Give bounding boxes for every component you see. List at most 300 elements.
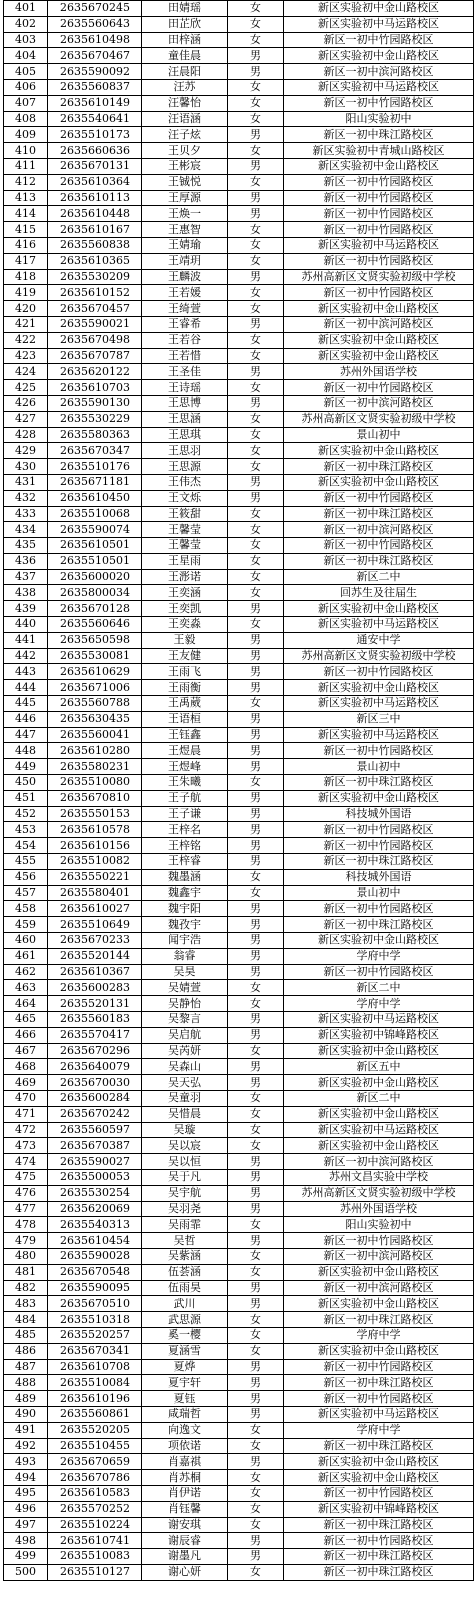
table-row: [4, 64, 474, 80]
student-name: 田芷欣: [142, 16, 228, 32]
row-number: 426: [4, 395, 48, 411]
candidate-id: 2635530081: [48, 648, 142, 664]
student-name: 王思博: [142, 395, 228, 411]
table-row: [4, 222, 474, 238]
gender: 女: [228, 869, 284, 885]
row-number: 491: [4, 1422, 48, 1438]
row-number: 466: [4, 1027, 48, 1043]
table-row: [4, 933, 474, 949]
row-number: 465: [4, 1012, 48, 1028]
school-name: 新区五中: [284, 1059, 474, 1075]
school-name: 新区实验初中马运路校区: [284, 237, 474, 253]
student-name: 吴璇: [142, 1122, 228, 1138]
gender: 男: [228, 1533, 284, 1549]
table-row: [4, 1564, 474, 1580]
row-number: 479: [4, 1233, 48, 1249]
candidate-id: 2635610501: [48, 538, 142, 554]
table-row: [4, 1233, 474, 1249]
table-row: [4, 617, 474, 633]
candidate-id: 2635520205: [48, 1422, 142, 1438]
candidate-id: 2635590027: [48, 1154, 142, 1170]
school-name: 新区实验初中金山路校区: [284, 1043, 474, 1059]
row-number: 453: [4, 822, 48, 838]
student-name: 肖钰馨: [142, 1501, 228, 1517]
table-row: [4, 1549, 474, 1565]
table-row: [4, 48, 474, 64]
school-name: 新区一初中竹园路校区: [284, 174, 474, 190]
student-name: 魏孜宇: [142, 917, 228, 933]
gender: 女: [228, 1264, 284, 1280]
table-row: [4, 380, 474, 396]
student-name: 田梓涵: [142, 32, 228, 48]
row-number: 450: [4, 775, 48, 791]
school-name: 苏州高新区文贤实验初级中学校: [284, 648, 474, 664]
school-name: 苏州文昌实验中学校: [284, 1169, 474, 1185]
gender: 女: [228, 79, 284, 95]
student-name: 吴天弘: [142, 1075, 228, 1091]
candidate-id: 2635510176: [48, 459, 142, 475]
gender: 女: [228, 95, 284, 111]
school-name: 新区三中: [284, 711, 474, 727]
table-row: [4, 806, 474, 822]
candidate-id: 2635670387: [48, 1138, 142, 1154]
candidate-id: 2635670510: [48, 1296, 142, 1312]
table-row: [4, 158, 474, 174]
school-name: 新区一初中珠江路校区: [284, 506, 474, 522]
row-number: 408: [4, 111, 48, 127]
table-row: [4, 1090, 474, 1106]
gender: 男: [228, 1059, 284, 1075]
gender: 男: [228, 743, 284, 759]
student-name: 王朱曦: [142, 775, 228, 791]
school-name: 新区实验初中马运路校区: [284, 617, 474, 633]
student-name: 闻宇浩: [142, 933, 228, 949]
school-name: 景山初中: [284, 885, 474, 901]
school-name: 景山初中: [284, 427, 474, 443]
row-number: 489: [4, 1391, 48, 1407]
student-name: 王若惜: [142, 348, 228, 364]
table-row: [4, 869, 474, 885]
gender: 男: [228, 648, 284, 664]
student-name: 王梓名: [142, 822, 228, 838]
school-name: 阳山实验初中: [284, 1217, 474, 1233]
candidate-id: 2635670131: [48, 158, 142, 174]
school-name: 新区一初中滨河路校区: [284, 1154, 474, 1170]
table-row: [4, 1438, 474, 1454]
row-number: 481: [4, 1264, 48, 1280]
row-number: 438: [4, 585, 48, 601]
row-number: 473: [4, 1138, 48, 1154]
candidate-id: 2635610149: [48, 95, 142, 111]
student-name: 童佳晨: [142, 48, 228, 64]
gender: 女: [228, 253, 284, 269]
table-row: [4, 1454, 474, 1470]
student-name: 王友健: [142, 648, 228, 664]
student-name: 汪苏: [142, 79, 228, 95]
gender: 男: [228, 1027, 284, 1043]
candidate-id: 2635600020: [48, 569, 142, 585]
candidate-id: 2635550221: [48, 869, 142, 885]
gender: 男: [228, 1201, 284, 1217]
student-name: 王思源: [142, 459, 228, 475]
table-row: [4, 1312, 474, 1328]
school-name: 新区实验初中金山路校区: [284, 1106, 474, 1122]
school-name: 新区实验初中金山路校区: [284, 474, 474, 490]
student-name: 吴羽尧: [142, 1201, 228, 1217]
gender: 女: [228, 285, 284, 301]
student-name: 王梓睿: [142, 854, 228, 870]
student-name: 王钰鑫: [142, 727, 228, 743]
row-number: 495: [4, 1485, 48, 1501]
table-row: [4, 522, 474, 538]
table-row: [4, 711, 474, 727]
candidate-id: 2635560646: [48, 617, 142, 633]
candidate-id: 2635800034: [48, 585, 142, 601]
candidate-id: 2635610152: [48, 285, 142, 301]
row-number: 412: [4, 174, 48, 190]
table-row: [4, 111, 474, 127]
gender: 女: [228, 348, 284, 364]
gender: 男: [228, 1549, 284, 1565]
student-name: 王筱甜: [142, 506, 228, 522]
student-name: 王惠智: [142, 222, 228, 238]
school-name: 新区实验初中金山路校区: [284, 48, 474, 64]
student-name: 王煜峰: [142, 759, 228, 775]
row-number: 406: [4, 79, 48, 95]
school-name: 新区一初中竹园路校区: [284, 838, 474, 854]
table-row: [4, 680, 474, 696]
student-name: 吴黎言: [142, 1012, 228, 1028]
row-number: 429: [4, 443, 48, 459]
table-row: [4, 1122, 474, 1138]
school-name: 新区一初中珠江路校区: [284, 553, 474, 569]
gender: 男: [228, 711, 284, 727]
school-name: 新区一初中竹园路校区: [284, 822, 474, 838]
gender: 男: [228, 933, 284, 949]
student-name: 伍荟涵: [142, 1264, 228, 1280]
school-name: 新区一初中竹园路校区: [284, 95, 474, 111]
table-row: [4, 1106, 474, 1122]
school-name: 新区一初中珠江路校区: [284, 1549, 474, 1565]
row-number: 464: [4, 996, 48, 1012]
row-number: 493: [4, 1454, 48, 1470]
school-name: 新区一初中竹园路校区: [284, 964, 474, 980]
gender: 男: [228, 680, 284, 696]
candidate-id: 2635610364: [48, 174, 142, 190]
school-name: 新区一初中竹园路校区: [284, 380, 474, 396]
candidate-id: 2635610629: [48, 664, 142, 680]
candidate-id: 2635510649: [48, 917, 142, 933]
candidate-id: 2635600283: [48, 980, 142, 996]
row-number: 441: [4, 632, 48, 648]
candidate-id: 2635560838: [48, 237, 142, 253]
candidate-id: 2635520131: [48, 996, 142, 1012]
row-number: 459: [4, 917, 48, 933]
school-name: 阳山实验初中: [284, 111, 474, 127]
student-name: 夏钰: [142, 1391, 228, 1407]
table-row: [4, 127, 474, 143]
row-number: 439: [4, 601, 48, 617]
school-name: 新区实验初中金山路校区: [284, 1296, 474, 1312]
row-number: 487: [4, 1359, 48, 1375]
school-name: 新区一初中竹园路校区: [284, 222, 474, 238]
candidate-id: 2635590028: [48, 1248, 142, 1264]
gender: 男: [228, 1233, 284, 1249]
candidate-id: 2635510127: [48, 1564, 142, 1580]
student-name: 王文烁: [142, 490, 228, 506]
table-row: [4, 632, 474, 648]
row-number: 483: [4, 1296, 48, 1312]
table-row: [4, 1248, 474, 1264]
candidate-id: 2635570252: [48, 1501, 142, 1517]
student-name: 王诗瑶: [142, 380, 228, 396]
row-number: 420: [4, 301, 48, 317]
candidate-id: 2635610703: [48, 380, 142, 396]
table-row: [4, 411, 474, 427]
gender: 男: [228, 806, 284, 822]
candidate-id: 2635610498: [48, 32, 142, 48]
gender: 男: [228, 127, 284, 143]
candidate-id: 2635580231: [48, 759, 142, 775]
gender: 男: [228, 917, 284, 933]
table-row: [4, 1391, 474, 1407]
candidate-id: 2635590074: [48, 522, 142, 538]
school-name: 新区实验初中金山路校区: [284, 790, 474, 806]
school-name: 新区实验初中金山路校区: [284, 1, 474, 17]
school-name: 新区一初中竹园路校区: [284, 1485, 474, 1501]
gender: 男: [228, 1359, 284, 1375]
candidate-id: 2635550153: [48, 806, 142, 822]
row-number: 476: [4, 1185, 48, 1201]
candidate-id: 2635610156: [48, 838, 142, 854]
school-name: 新区一初中滨河路校区: [284, 64, 474, 80]
table-row: [4, 1154, 474, 1170]
row-number: 460: [4, 933, 48, 949]
candidate-id: 2635670457: [48, 301, 142, 317]
row-number: 462: [4, 964, 48, 980]
student-name: 王雨衡: [142, 680, 228, 696]
table-row: [4, 16, 474, 32]
candidate-id: 2635510224: [48, 1517, 142, 1533]
candidate-id: 2635530254: [48, 1185, 142, 1201]
student-name: 王思羽: [142, 443, 228, 459]
gender: 男: [228, 854, 284, 870]
row-number: 477: [4, 1201, 48, 1217]
row-number: 475: [4, 1169, 48, 1185]
candidate-id: 2635670233: [48, 933, 142, 949]
row-number: 404: [4, 48, 48, 64]
row-number: 442: [4, 648, 48, 664]
gender: 男: [228, 1185, 284, 1201]
student-name: 肖嘉祺: [142, 1454, 228, 1470]
table-row: [4, 190, 474, 206]
student-name: 田婧瑶: [142, 1, 228, 17]
candidate-id: 2635670341: [48, 1343, 142, 1359]
student-name: 伍雨昊: [142, 1280, 228, 1296]
table-row: [4, 1296, 474, 1312]
gender: 男: [228, 1280, 284, 1296]
candidate-id: 2635610280: [48, 743, 142, 759]
gender: 女: [228, 1501, 284, 1517]
table-row: [4, 743, 474, 759]
student-name: 王浵诺: [142, 569, 228, 585]
table-row: [4, 1264, 474, 1280]
row-number: 407: [4, 95, 48, 111]
candidate-id: 2635670347: [48, 443, 142, 459]
student-name: 王煜晨: [142, 743, 228, 759]
row-number: 445: [4, 696, 48, 712]
row-number: 425: [4, 380, 48, 396]
candidate-id: 2635510173: [48, 127, 142, 143]
gender: 男: [228, 1075, 284, 1091]
table-row: [4, 996, 474, 1012]
row-number: 421: [4, 316, 48, 332]
student-name: 王焕一: [142, 206, 228, 222]
candidate-id: 2635610167: [48, 222, 142, 238]
student-name: 奚一樱: [142, 1327, 228, 1343]
table-row: [4, 822, 474, 838]
table-row: [4, 32, 474, 48]
gender: 男: [228, 901, 284, 917]
row-number: 422: [4, 332, 48, 348]
row-number: 416: [4, 237, 48, 253]
student-name: 王若谷: [142, 332, 228, 348]
gender: 男: [228, 632, 284, 648]
row-number: 440: [4, 617, 48, 633]
student-name: 王贝夕: [142, 143, 228, 159]
school-name: 新区一初中珠江路校区: [284, 775, 474, 791]
candidate-id: 2635600284: [48, 1090, 142, 1106]
gender: 女: [228, 885, 284, 901]
table-row: [4, 285, 474, 301]
row-number: 401: [4, 1, 48, 17]
school-name: 苏州外国语学校: [284, 364, 474, 380]
gender: 女: [228, 1343, 284, 1359]
gender: 男: [228, 474, 284, 490]
student-name: 夏涵雪: [142, 1343, 228, 1359]
candidate-id: 2635570417: [48, 1027, 142, 1043]
row-number: 433: [4, 506, 48, 522]
gender: 女: [228, 1122, 284, 1138]
school-name: 新区二中: [284, 1090, 474, 1106]
school-name: 新区一初中竹园路校区: [284, 490, 474, 506]
school-name: 新区实验初中金山路校区: [284, 1138, 474, 1154]
row-number: 403: [4, 32, 48, 48]
candidate-id: 2635560788: [48, 696, 142, 712]
table-row: [4, 1501, 474, 1517]
row-number: 437: [4, 569, 48, 585]
school-name: 新区一初中竹园路校区: [284, 1533, 474, 1549]
school-name: 新区一初中珠江路校区: [284, 127, 474, 143]
school-name: 新区一初中滨河路校区: [284, 1248, 474, 1264]
student-name: 王婧瑜: [142, 237, 228, 253]
student-name: 王思琪: [142, 427, 228, 443]
row-number: 417: [4, 253, 48, 269]
row-number: 419: [4, 285, 48, 301]
table-row: [4, 696, 474, 712]
gender: 女: [228, 1043, 284, 1059]
student-name: 汪馨怡: [142, 95, 228, 111]
student-name: 咸瑞哲: [142, 1406, 228, 1422]
candidate-id: 2635510068: [48, 506, 142, 522]
school-name: 新区一初中竹园路校区: [284, 285, 474, 301]
gender: 男: [228, 601, 284, 617]
school-name: 新区实验初中金山路校区: [284, 1454, 474, 1470]
table-row: [4, 1517, 474, 1533]
candidate-id: 2635670659: [48, 1454, 142, 1470]
school-name: 新区实验初中马运路校区: [284, 1122, 474, 1138]
candidate-id: 2635590130: [48, 395, 142, 411]
school-name: 新区实验初中金山路校区: [284, 680, 474, 696]
gender: 男: [228, 948, 284, 964]
school-name: 科技城外国语: [284, 806, 474, 822]
gender: 男: [228, 395, 284, 411]
student-name: 王睿希: [142, 316, 228, 332]
candidate-id: 2635670498: [48, 332, 142, 348]
gender: 女: [228, 696, 284, 712]
table-row: [4, 506, 474, 522]
table-row: [4, 1485, 474, 1501]
candidate-id: 2635610027: [48, 901, 142, 917]
student-name: 吴启航: [142, 1027, 228, 1043]
gender: 男: [228, 206, 284, 222]
gender: 女: [228, 222, 284, 238]
student-name: 夏烨: [142, 1359, 228, 1375]
school-name: 新区实验初中马运路校区: [284, 1012, 474, 1028]
gender: 女: [228, 1138, 284, 1154]
student-name: 谢心妍: [142, 1564, 228, 1580]
candidate-id: 2635610708: [48, 1359, 142, 1375]
row-number: 431: [4, 474, 48, 490]
table-row: [4, 790, 474, 806]
gender: 男: [228, 316, 284, 332]
row-number: 455: [4, 854, 48, 870]
table-row: [4, 143, 474, 159]
candidate-id: 2635560861: [48, 1406, 142, 1422]
row-number: 446: [4, 711, 48, 727]
gender: 男: [228, 1169, 284, 1185]
gender: 女: [228, 111, 284, 127]
candidate-id: 2635610741: [48, 1533, 142, 1549]
school-name: 苏州高新区文贤实验初级中学校: [284, 1185, 474, 1201]
candidate-id: 2635610367: [48, 964, 142, 980]
row-number: 472: [4, 1122, 48, 1138]
candidate-id: 2635670242: [48, 1106, 142, 1122]
candidate-id: 2635560597: [48, 1122, 142, 1138]
row-number: 428: [4, 427, 48, 443]
school-name: 新区一初中珠江路校区: [284, 917, 474, 933]
school-name: 新区一初中竹园路校区: [284, 1233, 474, 1249]
row-number: 500: [4, 1564, 48, 1580]
table-row: [4, 79, 474, 95]
school-name: 新区实验初中马运路校区: [284, 727, 474, 743]
student-name: 王奕涵: [142, 585, 228, 601]
student-name: 武川: [142, 1296, 228, 1312]
gender: 女: [228, 459, 284, 475]
row-number: 468: [4, 1059, 48, 1075]
school-name: 新区一初中滨河路校区: [284, 522, 474, 538]
student-name: 王铖悦: [142, 174, 228, 190]
gender: 女: [228, 380, 284, 396]
student-name: 王子谦: [142, 806, 228, 822]
gender: 男: [228, 190, 284, 206]
school-name: 新区实验初中金山路校区: [284, 348, 474, 364]
candidate-id: 2635590095: [48, 1280, 142, 1296]
student-name: 吴昊: [142, 964, 228, 980]
gender: 女: [228, 301, 284, 317]
table-row: [4, 237, 474, 253]
gender: 女: [228, 585, 284, 601]
